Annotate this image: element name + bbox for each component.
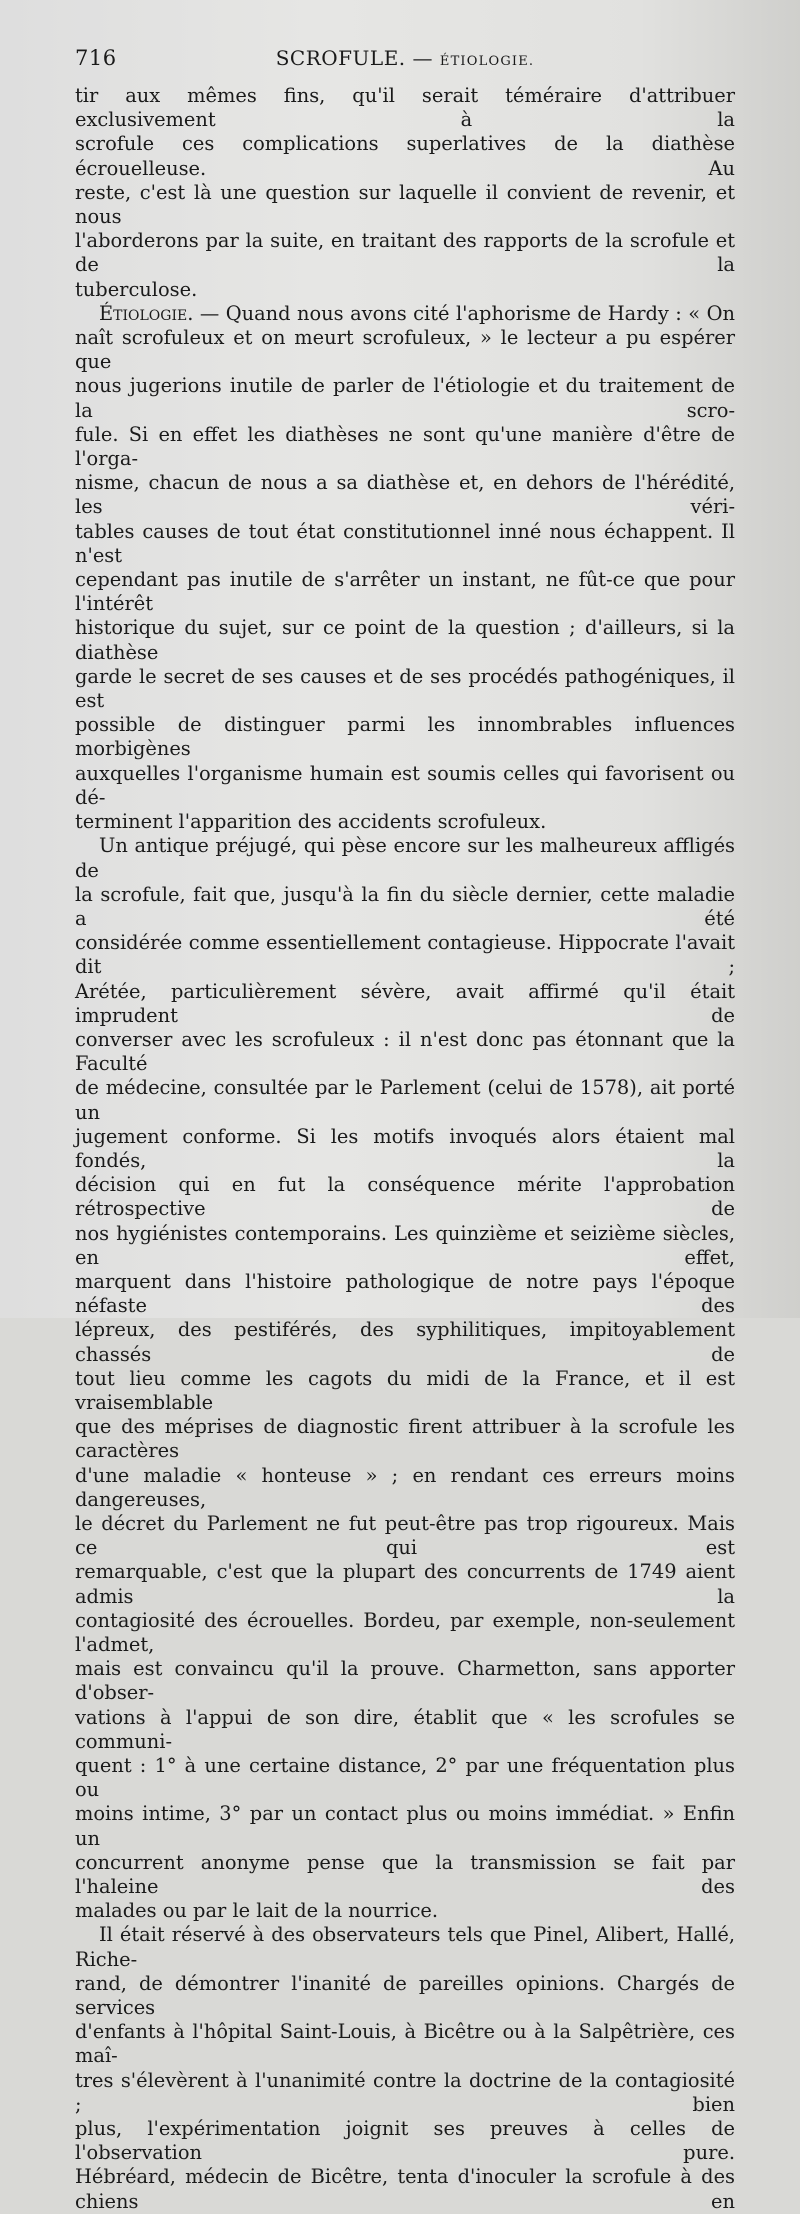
text-line: l'aborderons par la suite, en traitant des rapports de la scrofule et de la bbox=[75, 229, 735, 277]
text-line: possible de distinguer parmi les innombrables influences morbigènes bbox=[75, 713, 735, 761]
text-line: Il était réservé à des observateurs tels que Pinel, Alibert, Hallé, Riche- bbox=[75, 1923, 735, 1971]
text-line: marquent dans l'histoire pathologique de notre pays l'époque néfaste des bbox=[75, 1269, 735, 1318]
section-heading-etiologie: Étiologie. bbox=[99, 301, 194, 325]
text-line: scrofule ces complications superlatives de la diathèse écrouelleuse. Au bbox=[75, 132, 735, 180]
text-line: reste, c'est là une question sur laquelle il convient de revenir, et nous bbox=[75, 180, 735, 229]
page-header bbox=[75, 46, 735, 76]
text-line: décision qui en fut la conséquence mérite l'approbation rétrospective de bbox=[75, 1173, 735, 1221]
text-line: tables causes de tout état constitutionnel inné nous échappent. Il n'est bbox=[75, 519, 735, 567]
text-line: tuberculose. bbox=[75, 277, 198, 301]
text-line-rest: — Quand nous avons cité l'aphorisme de Hardy : « On bbox=[193, 301, 735, 325]
text-line: historique du sujet, sur ce point de la question ; d'ailleurs, si la diathèse bbox=[75, 616, 735, 664]
text-line: jugement conforme. Si les motifs invoqués alors étaient mal fondés, la bbox=[75, 1124, 735, 1172]
text-line: quent : 1° à une certaine distance, 2° par une fréquentation plus ou bbox=[75, 1754, 735, 1802]
text-line: moins intime, 3° par un contact plus ou moins immédiat. » Enfin un bbox=[75, 1802, 735, 1850]
text-line: vations à l'appui de son dire, établit que « les scrofules se communi- bbox=[75, 1705, 735, 1753]
text-line: Hébréard, médecin de Bicêtre, tenta d'inoculer la scrofule à des chiens en bbox=[75, 2165, 735, 2213]
text-line: auxquelles l'organisme humain est soumis celles qui favorisent ou dé- bbox=[75, 761, 735, 809]
text-line: Un antique préjugé, qui pèse encore sur les malheureux affligés de bbox=[75, 834, 735, 882]
text-line: contagiosité des écrouelles. Bordeu, par exemple, non-seulement l'admet, bbox=[75, 1608, 735, 1656]
text-line: remarquable, c'est que la plupart des concurrents de 1749 aient admis la bbox=[75, 1560, 735, 1608]
paragraph-4 bbox=[75, 1923, 735, 2213]
paragraph-3 bbox=[75, 834, 735, 1923]
text-line: tres s'élevèrent à l'unanimité contre la doctrine de la contagiosité ; bien bbox=[75, 2068, 735, 2116]
running-title-main: SCROFULE. — bbox=[275, 46, 434, 70]
text-line: tir aux mêmes fins, qu'il serait téméraire d'attribuer exclusivement à la bbox=[75, 84, 735, 132]
text-line: cependant pas inutile de s'arrêter un instant, ne fût-ce que pour l'intérêt bbox=[75, 568, 735, 616]
text-line: plus, l'expérimentation joignit ses preuves à celles de l'observation pure. bbox=[75, 2117, 735, 2165]
text-line: garde le secret de ses causes et de ses procédés pathogéniques, il est bbox=[75, 664, 735, 713]
text-line: malades ou par le lait de la nourrice. bbox=[75, 1899, 439, 1923]
text-line: la scrofule, fait que, jusqu'à la fin du siècle dernier, cette maladie a été bbox=[75, 882, 735, 930]
page-number: 716 bbox=[75, 46, 117, 70]
text-line: rand, de démontrer l'inanité de pareilles opinions. Chargés de services bbox=[75, 1971, 735, 2020]
text-line: nos hygiénistes contemporains. Les quinzième et seizième siècles, en effet, bbox=[75, 1221, 735, 1269]
text-line: le décret du Parlement ne fut peut-être pas trop rigoureux. Mais ce qui est bbox=[75, 1511, 735, 1560]
running-title-section: ÉTIOLOGIE. bbox=[439, 54, 535, 69]
text-line bbox=[75, 302, 735, 326]
text-line: concurrent anonyme pense que la transmission se fait par l'haleine des bbox=[75, 1850, 735, 1899]
text-line: d'enfants à l'hôpital Saint-Louis, à Bicêtre ou à la Salpêtrière, ces maî- bbox=[75, 2020, 735, 2068]
text-line: mais est convaincu qu'il la prouve. Charmetton, sans apporter d'obser- bbox=[75, 1657, 735, 1705]
body-text bbox=[75, 84, 735, 2214]
text-line: que des méprises de diagnostic firent attribuer à la scrofule les caractères bbox=[75, 1415, 735, 1463]
text-line: tout lieu comme les cagots du midi de la France, et il est vraisemblable bbox=[75, 1366, 735, 1414]
paragraph-1 bbox=[75, 84, 735, 302]
text-line: naît scrofuleux et on meurt scrofuleux, » le lecteur a pu espérer que bbox=[75, 326, 735, 374]
text-line: converser avec les scrofuleux : il n'est donc pas étonnant que la Faculté bbox=[75, 1027, 735, 1076]
text-line: fule. Si en effet les diathèses ne sont qu'une manière d'être de l'orga- bbox=[75, 422, 735, 471]
text-line: nisme, chacun de nous a sa diathèse et, en dehors de l'hérédité, les véri- bbox=[75, 471, 735, 519]
text-line: Arétée, particulièrement sévère, avait affirmé qu'il était imprudent de bbox=[75, 979, 735, 1027]
text-line: lépreux, des pestiférés, des syphilitiques, impitoyablement chassés de bbox=[75, 1318, 735, 1366]
text-line: de médecine, consultée par le Parlement (celui de 1578), ait porté un bbox=[75, 1076, 735, 1124]
running-title bbox=[75, 46, 735, 70]
text-line: considérée comme essentiellement contagieuse. Hippocrate l'avait dit ; bbox=[75, 931, 735, 979]
text-line: nous jugerions inutile de parler de l'étiologie et du traitement de la scro- bbox=[75, 374, 735, 422]
paragraph-etiologie bbox=[75, 302, 735, 834]
text-line: d'une maladie « honteuse » ; en rendant ces erreurs moins dangereuses, bbox=[75, 1463, 735, 1511]
text-line: terminent l'apparition des accidents scrofuleux. bbox=[75, 810, 547, 834]
